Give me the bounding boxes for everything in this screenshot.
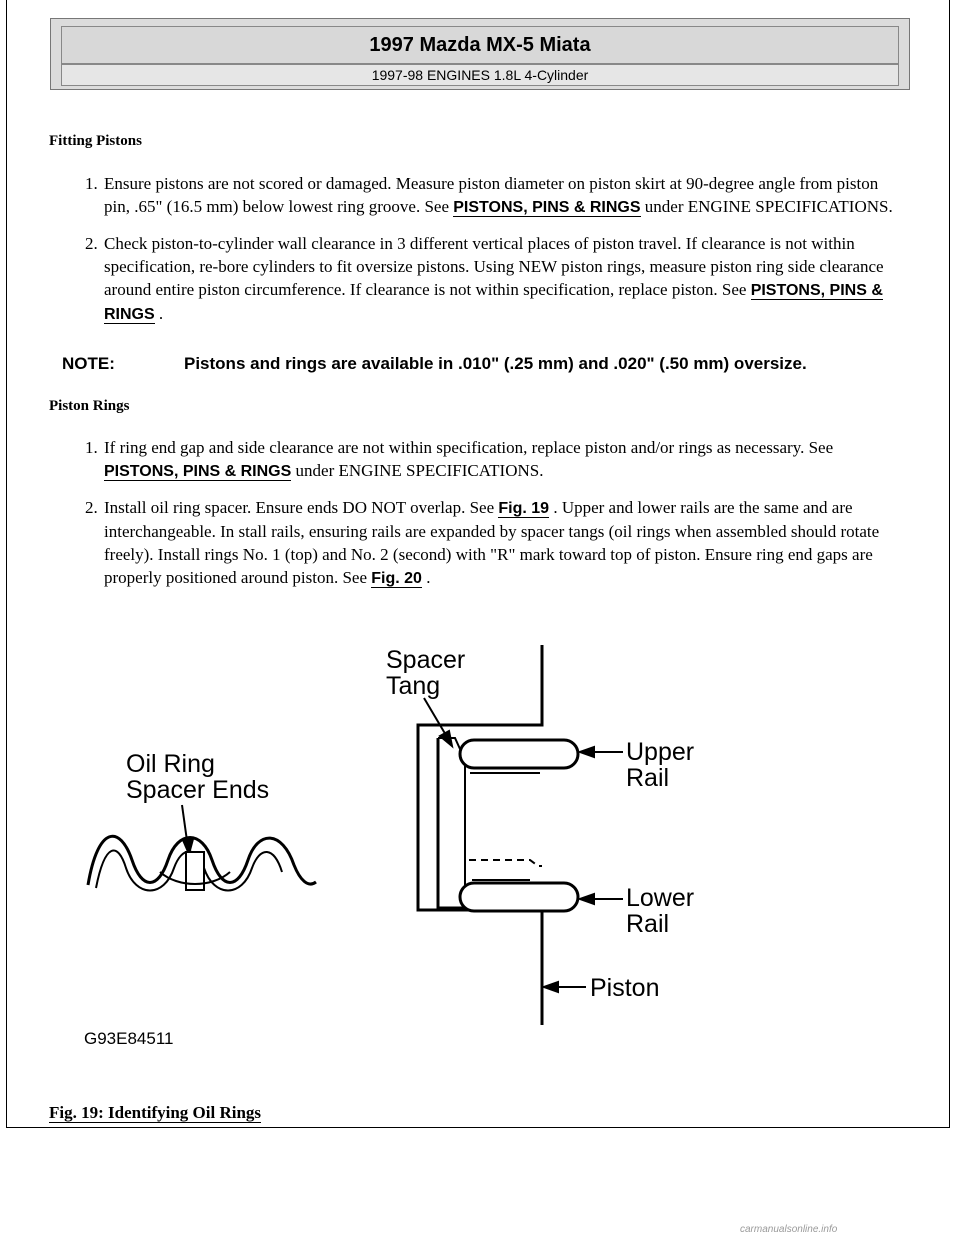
step-text: under ENGINE SPECIFICATIONS.	[640, 197, 893, 216]
fig-20-link[interactable]: Fig. 20	[371, 570, 422, 587]
figure-code: G93E84511	[84, 1029, 174, 1048]
oil-ring-diagram	[60, 620, 780, 1070]
label-piston: Piston	[590, 974, 660, 1002]
step-text: If ring end gap and side clearance are not within specification, replace piston and/or rings as necessary. See	[104, 438, 834, 457]
page-header	[50, 18, 910, 90]
lower-rail	[460, 883, 578, 911]
figure-caption: Fig. 19: Identifying Oil Rings	[49, 1103, 262, 1122]
list-item	[102, 232, 905, 326]
step-text: . Upper and lower rails are the same and are interchangeable. In stall rails, ensuring rails are expanded by spacer tangs (oil rings when assembled should rotate freely). Install rings No. 1 (top) and No. 2 (second) with "R" mark toward top of piston. Ensure ring end gaps are properly positioned around piston. See	[104, 498, 880, 587]
list-item	[102, 496, 905, 590]
label-upper-rail-1: Upper	[626, 738, 695, 766]
fig-19-link[interactable]: Fig. 19	[498, 500, 550, 517]
label-spacer-tang-1: Spacer	[386, 646, 466, 674]
list-item	[102, 172, 905, 219]
label-oil-ring-1: Oil Ring	[126, 750, 215, 778]
upper-rail	[460, 740, 578, 768]
piston-arrowhead	[544, 982, 558, 992]
step-text: .	[421, 568, 431, 587]
label-oil-ring-2: Spacer Ends	[126, 776, 270, 804]
header-subtitle: 1997-98 ENGINES 1.8L 4-Cylinder	[61, 64, 899, 86]
header-title: 1997 Mazda MX-5 Miata	[61, 26, 899, 64]
note-text: Pistons and rings are available in .010" (.25 mm) and .020" (.50 mm) oversize.	[184, 354, 807, 373]
pistons-pins-rings-link[interactable]: PISTONS, PINS & RINGS	[104, 282, 883, 323]
label-lower-rail-2: Rail	[626, 910, 670, 938]
label-spacer-tang-2: Tang	[386, 672, 441, 700]
list-item	[102, 436, 905, 483]
upper-rail-arrowhead	[580, 747, 594, 757]
dashed-groove	[465, 860, 542, 868]
step-text: under ENGINE SPECIFICATIONS.	[291, 461, 544, 480]
step-text: Check piston-to-cylinder wall clearance in 3 different vertical places of piston travel. If clearance is not within specification, re-bore cylinders to fit oversize pistons. Using NEW piston rings, measure piston ring side clearance around entire piston circumference. If clearance is not within specification, replace piston. See	[104, 234, 884, 299]
spacer-tang-arrowhead	[440, 731, 452, 746]
step-text: Install oil ring spacer. Ensure ends DO NOT overlap. See	[104, 498, 499, 517]
piston-rings-steps	[50, 436, 905, 603]
step-text: Ensure pistons are not scored or damaged. Measure piston diameter on piston skirt at 90-degree angle from piston pin, .65" (16.5 mm) below lowest ring groove. See	[104, 174, 879, 216]
label-lower-rail-1: Lower	[626, 884, 695, 912]
lower-rail-arrowhead	[580, 894, 594, 904]
label-upper-rail-2: Rail	[626, 764, 670, 792]
section-heading-fitting-pistons: Fitting Pistons	[49, 133, 142, 149]
fitting-pistons-steps	[50, 172, 905, 339]
pistons-pins-rings-link[interactable]: PISTONS, PINS & RINGS	[453, 199, 641, 216]
pistons-pins-rings-link[interactable]: PISTONS, PINS & RINGS	[104, 463, 292, 480]
footer-url: carmanualsonline.info	[740, 1224, 838, 1235]
step-text: .	[154, 304, 164, 323]
section-heading-piston-rings: Piston Rings	[49, 398, 130, 414]
note-label: NOTE:	[62, 354, 115, 373]
